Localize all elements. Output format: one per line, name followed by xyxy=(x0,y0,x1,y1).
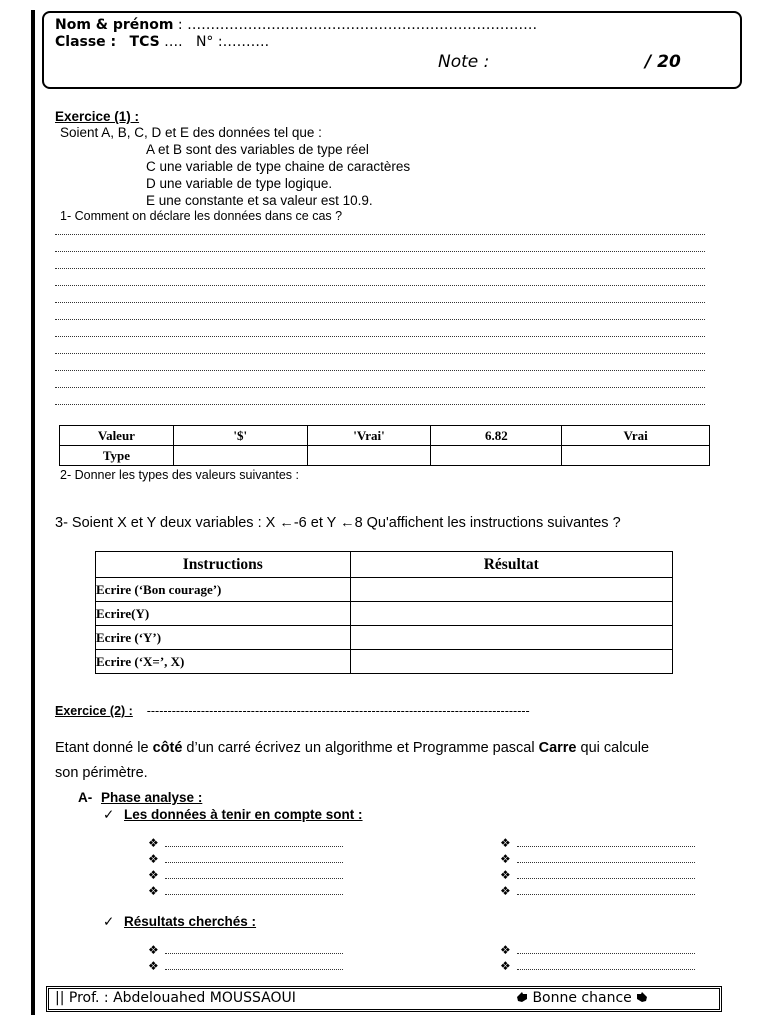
bullet-icon: ❖ xyxy=(148,884,159,898)
bullet-dots xyxy=(517,944,695,954)
table-row xyxy=(96,626,673,650)
footer-closing-text: Bonne chance xyxy=(532,990,632,1006)
answer-line[interactable] xyxy=(55,387,705,388)
statement-part: Etant donné le xyxy=(55,740,153,756)
statement-part: qui calcule xyxy=(576,740,650,756)
statement-bold: Carre xyxy=(538,740,577,756)
answer-cell[interactable] xyxy=(350,626,672,650)
data-bullet[interactable] xyxy=(500,852,695,866)
number-label: N° :………. xyxy=(195,34,270,50)
exercise2-dashes: -------------------------------------------------------------------------------------------- xyxy=(146,704,530,718)
data-bullet[interactable] xyxy=(148,836,343,850)
data-bullet[interactable] xyxy=(500,884,695,898)
table-row xyxy=(60,426,710,446)
exercise2-heading xyxy=(55,704,530,718)
table-header: Résultat xyxy=(350,552,672,578)
table-cell: Ecrire(Y) xyxy=(96,602,351,626)
bullet-icon: ❖ xyxy=(500,959,511,973)
question-2: 2- Donner les types des valeurs suivantes : xyxy=(60,468,300,482)
table-cell: Ecrire (‘Bon courage’) xyxy=(96,578,351,602)
bullet-icon: ❖ xyxy=(500,943,511,957)
question-3: 3- Soient X et Y deux variables : X ←-6 et Y ←8 Qu'affichent les instructions suivantes ? xyxy=(55,515,621,531)
class-line xyxy=(55,34,269,50)
question-1: 1- Comment on déclare les données dans ce cas ? xyxy=(60,209,343,223)
result-bullet[interactable] xyxy=(148,943,343,957)
table-cell: Type xyxy=(60,446,174,466)
answer-cell[interactable] xyxy=(350,602,672,626)
bullet-dots xyxy=(165,960,343,970)
data-bullet[interactable] xyxy=(500,836,695,850)
left-margin-bar xyxy=(31,10,35,1015)
bullet-dots xyxy=(517,960,695,970)
bullet-icon: ❖ xyxy=(148,943,159,957)
exercise1-item: D une variable de type logique. xyxy=(146,176,333,191)
bullet-icon: ❖ xyxy=(148,836,159,850)
table-cell: 'Vrai' xyxy=(307,426,431,446)
answer-cell[interactable] xyxy=(350,578,672,602)
answer-cell[interactable] xyxy=(173,446,307,466)
result-bullet[interactable] xyxy=(500,943,695,957)
bullet-icon: ❖ xyxy=(500,884,511,898)
answer-cell[interactable] xyxy=(562,446,710,466)
class-dots: …. xyxy=(159,34,183,50)
answer-line[interactable] xyxy=(55,336,705,337)
exercise1-item: C une variable de type chaine de caractères xyxy=(146,159,411,174)
bullet-icon: ❖ xyxy=(148,852,159,866)
exercise2-statement-line2: son périmètre. xyxy=(55,765,148,781)
bullet-icon: ❖ xyxy=(500,836,511,850)
bullet-dots xyxy=(165,885,343,895)
answer-line[interactable] xyxy=(55,285,705,286)
answer-line[interactable] xyxy=(55,353,705,354)
result-bullet[interactable] xyxy=(500,959,695,973)
exercise1-title: Exercice (1) : xyxy=(55,109,140,124)
values-table xyxy=(59,425,710,466)
phase-title: Phase analyse : xyxy=(101,790,203,805)
table-row xyxy=(96,650,673,674)
statement-bold: côté xyxy=(152,740,183,756)
footer-professor: || Prof. : Abdelouahed MOUSSAOUI xyxy=(55,990,296,1006)
bullet-icon: ❖ xyxy=(500,852,511,866)
answer-cell[interactable] xyxy=(350,650,672,674)
table-row xyxy=(96,552,673,578)
data-bullet[interactable] xyxy=(148,868,343,882)
check-icon: ✓ xyxy=(103,914,115,929)
exercise1-item: E une constante et sa valeur est 10.9. xyxy=(146,193,373,208)
bullet-dots xyxy=(517,885,695,895)
data-bullet[interactable] xyxy=(500,868,695,882)
name-dots: : ………………………………………………………………… xyxy=(173,17,538,33)
result-bullet[interactable] xyxy=(148,959,343,973)
data-title: Les données à tenir en compte sont : xyxy=(124,807,363,822)
footer-closing xyxy=(516,990,648,1006)
bullet-dots xyxy=(517,869,695,879)
bullet-dots xyxy=(165,944,343,954)
instructions-table xyxy=(95,551,673,674)
table-cell: 6.82 xyxy=(431,426,562,446)
exercise1-item: A et B sont des variables de type réel xyxy=(146,142,369,157)
answer-line[interactable] xyxy=(55,302,705,303)
results-title: Résultats cherchés : xyxy=(124,914,257,929)
name-label: Nom & prénom xyxy=(55,17,174,33)
bullet-dots xyxy=(517,837,695,847)
table-header: Instructions xyxy=(96,552,351,578)
class-value: TCS xyxy=(129,34,160,50)
answer-line[interactable] xyxy=(55,251,705,252)
check-icon: ✓ xyxy=(103,807,115,822)
table-cell: '$' xyxy=(173,426,307,446)
bullet-icon: ❖ xyxy=(148,868,159,882)
table-row xyxy=(96,602,673,626)
table-cell: Ecrire (‘X=’, X) xyxy=(96,650,351,674)
exercise2-title: Exercice (2) : xyxy=(55,704,133,718)
answer-cell[interactable] xyxy=(431,446,562,466)
name-line xyxy=(55,17,537,33)
answer-line[interactable] xyxy=(55,268,705,269)
pointing-hand-icon xyxy=(636,991,648,1003)
answer-line[interactable] xyxy=(55,319,705,320)
table-row xyxy=(96,578,673,602)
answer-line[interactable] xyxy=(55,234,705,235)
statement-part: d’un carré écrivez un algorithme et Programme pascal xyxy=(182,740,539,756)
table-row xyxy=(60,446,710,466)
exercise1-intro: Soient A, B, C, D et E des données tel que : xyxy=(60,125,322,140)
bullet-icon: ❖ xyxy=(500,868,511,882)
answer-cell[interactable] xyxy=(307,446,431,466)
table-cell: Ecrire (‘Y’) xyxy=(96,626,351,650)
answer-line[interactable] xyxy=(55,370,705,371)
bullet-dots xyxy=(517,853,695,863)
exercise2-statement xyxy=(55,740,649,756)
bullet-dots xyxy=(165,853,343,863)
table-cell: Vrai xyxy=(562,426,710,446)
note-label: Note : xyxy=(438,52,490,72)
class-label: Classe : xyxy=(55,34,117,50)
phase-letter: A- xyxy=(78,790,93,805)
pointing-hand-icon xyxy=(516,991,528,1003)
data-bullet[interactable] xyxy=(148,852,343,866)
answer-line[interactable] xyxy=(55,404,705,405)
bullet-icon: ❖ xyxy=(148,959,159,973)
bullet-dots xyxy=(165,837,343,847)
note-total: / 20 xyxy=(645,52,681,72)
data-bullet[interactable] xyxy=(148,884,343,898)
bullet-dots xyxy=(165,869,343,879)
table-cell: Valeur xyxy=(60,426,174,446)
